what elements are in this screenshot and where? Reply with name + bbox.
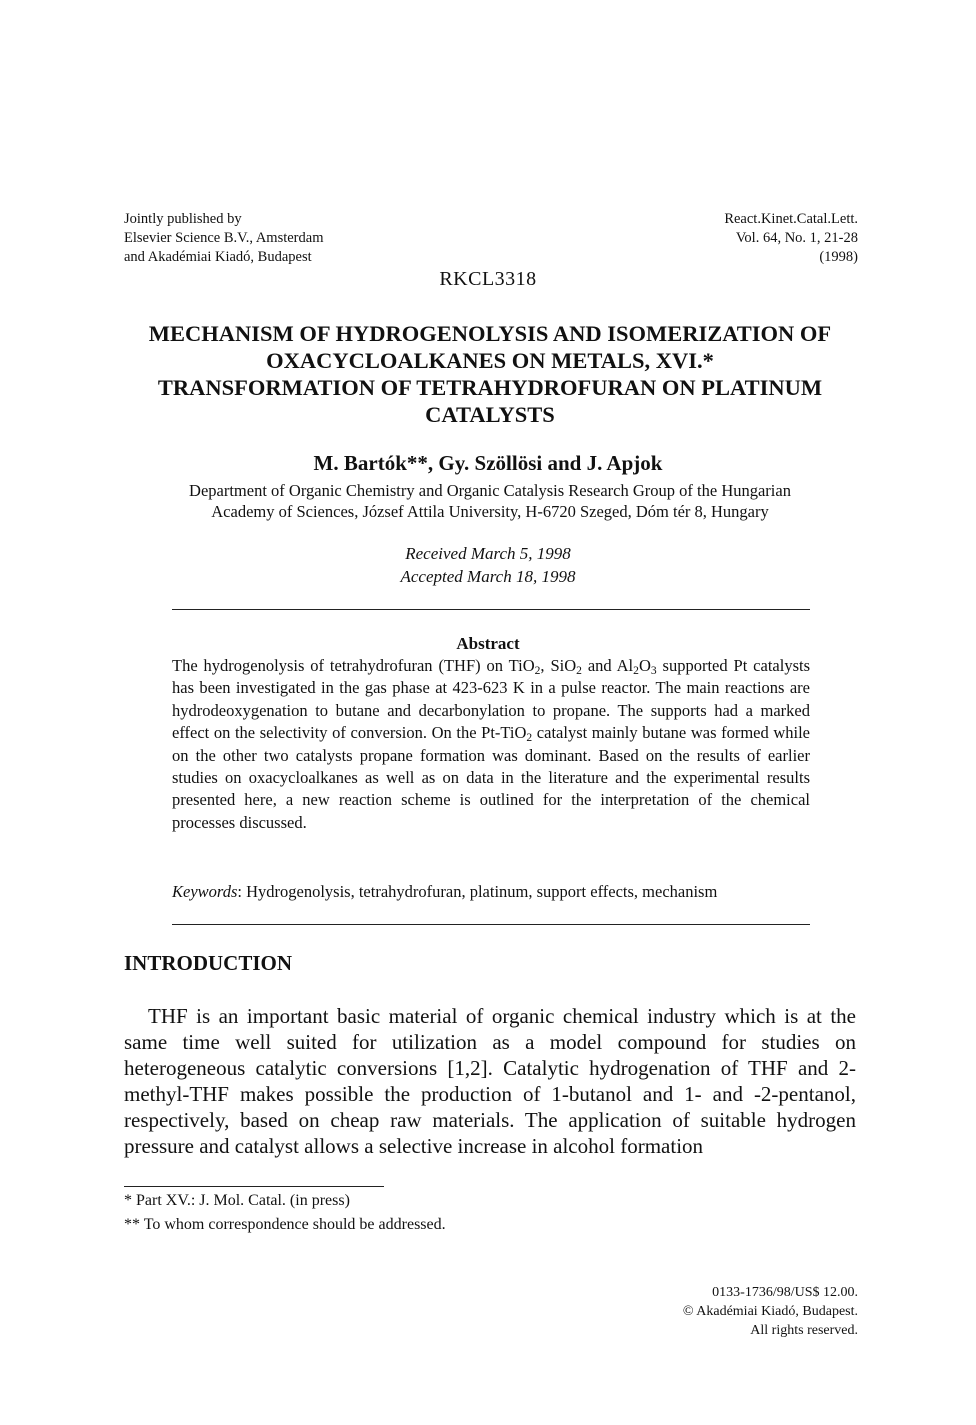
journal-line: React.Kinet.Catal.Lett.: [724, 211, 858, 227]
abstract-heading: Abstract: [456, 634, 520, 653]
keywords: [172, 882, 812, 902]
divider: [172, 924, 810, 925]
abstract-text: The hydrogenolysis of tetrahydrofuran (THF) on TiO$_2$, SiO$_2$ and $Al_2O_3$ supported Pt catalysts has been investigated in the gas phase at 423-623 K in a pulse reactor. The main reactions are hydrodeoxygenation to butane and decarbonylation to propane. The supports had a marked effect on the selectivity of conversion. On the Pt-TiO$_2$ catalyst mainly butane was formed while on the other two catalysts propane formation was dominant. Based on the results of earlier studies on oxacycloalkanes as well as on data in the literature and the experimental results presented here, a new reaction scheme is outlined for the interpretation of the chemical processes discussed.: [172, 656, 811, 832]
dates: [0, 542, 976, 588]
journal-citation: [724, 210, 858, 267]
received-date: Received March 5, 1998: [405, 544, 571, 563]
accepted-date: Accepted March 18, 1998: [400, 567, 576, 586]
journal-line: Vol. 64, No. 1, 21-28: [735, 230, 858, 246]
footnote: ** To whom correspondence should be addressed.: [124, 1216, 446, 1233]
footnotes: [124, 1189, 446, 1237]
keywords-text: : Hydrogenolysis, tetrahydrofuran, platinum, support effects, mechanism: [237, 882, 718, 901]
footer-line: All rights reserved.: [750, 1323, 858, 1338]
divider: [172, 609, 810, 610]
paragraph: THF is an important basic material of organic chemical industry which is at the same time well suited for utilization as a model compound for studies on heterogeneous catalytic conversions [1,2]. Catalytic hydrogenation of THF and 2-methyl-THF makes possible the production of 1-butanol and 1- and -2-pentanol, respectively, based on cheap raw materials. The application of suitable hydrogen pressure and catalyst allows a selective increase in alcohol formation: [124, 1004, 856, 1158]
keywords-label: Keywords: [172, 882, 238, 901]
journal-line: (1998): [819, 249, 858, 265]
title-line: MECHANISM OF HYDROGENOLYSIS AND ISOMERIZATION OF: [148, 321, 832, 346]
publisher-line: Elsevier Science B.V., Amsterdam: [124, 230, 324, 246]
paper-title: [110, 320, 870, 428]
publisher-info: [124, 210, 323, 267]
authors: M. Bartók**, Gy. Szöllösi and J. Apjok: [313, 451, 663, 475]
footer-line: 0133-1736/98/US$ 12.00.: [712, 1285, 858, 1300]
copyright-footer: [683, 1283, 858, 1340]
article-code: RKCL3318: [439, 268, 537, 290]
introduction-text: [124, 1003, 856, 1159]
title-line: TRANSFORMATION OF TETRAHYDROFURAN ON PLATINUM: [157, 375, 823, 400]
footer-line: © Akadémiai Kiadó, Budapest.: [682, 1304, 858, 1319]
publisher-line: Jointly published by: [124, 211, 242, 227]
title-line: CATALYSTS: [425, 402, 555, 427]
section-heading: INTRODUCTION: [124, 951, 293, 975]
footnote: * Part XV.: J. Mol. Catal. (in press): [124, 1192, 350, 1209]
affiliation-line: Academy of Sciences, József Attila University, H-6720 Szeged, Dóm tér 8, Hungary: [211, 502, 769, 521]
footnote-rule: [124, 1186, 384, 1187]
affiliation: [110, 480, 870, 522]
publisher-line: and Akadémiai Kiadó, Budapest: [124, 249, 312, 265]
affiliation-line: Department of Organic Chemistry and Organic Catalysis Research Group of the Hungarian: [189, 481, 791, 500]
title-line: OXACYCLOALKANES ON METALS, XVI.*: [266, 348, 714, 373]
